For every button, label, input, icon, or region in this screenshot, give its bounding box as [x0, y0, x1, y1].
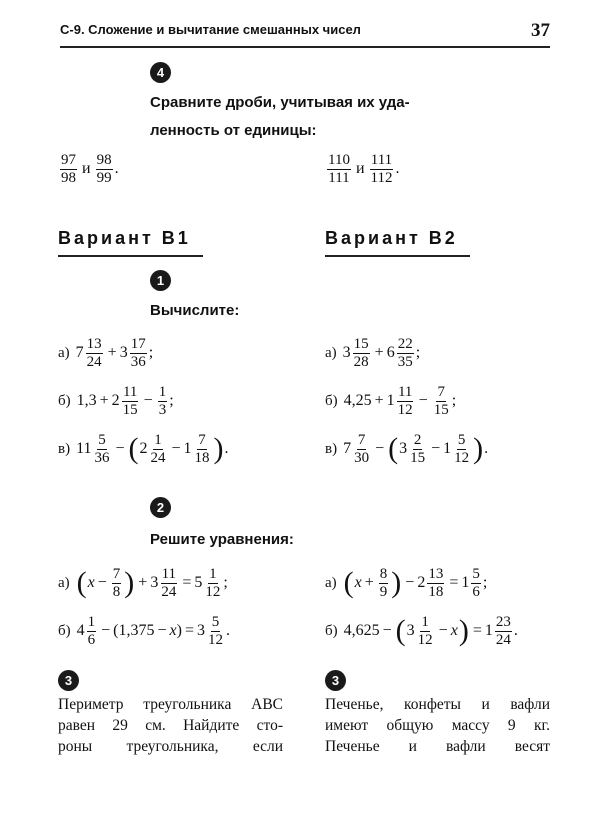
task-4-badge: 4 [150, 62, 171, 83]
task-1-instruction: Вычислите: [150, 302, 240, 319]
variant-b2-heading: Вариант В2 [325, 228, 470, 257]
section-title: С-9. Сложение и вычитание смешанных чисел [60, 22, 361, 37]
page-header [60, 20, 550, 48]
variant-b1-heading: Вариант В1 [58, 228, 203, 257]
fraction: $\frac{7}{8}$ [112, 566, 121, 600]
text-line: Периметр треугольника ABC [58, 696, 283, 713]
b1-task1-a: а) 7 $\frac{13}{24}$ + 3 $\frac{17}{36}$ ; [58, 336, 154, 370]
fraction: $\frac{1}{24}$ [150, 432, 166, 466]
fraction: $\frac{13}{24}$ [86, 336, 102, 370]
b1-task2-b: б) 4 $\frac{1}{6}$ − ( 1,375 − x ) = 3 $\frac{5}{12}$ . [58, 614, 230, 648]
b1-task2-a: а) ( x − $\frac{7}{8}$ ) + 3 $\frac{11}{24}$ = 5 $\frac{1}{12}$ ; [58, 566, 228, 600]
b2-task1-c: в) 7 $\frac{7}{30}$ − ( 3 $\frac{2}{15}$ − 1 $\frac{5}{12}$ ) . [325, 432, 489, 466]
fraction: $\frac{1}{3}$ [158, 384, 167, 418]
b2-task3-text [325, 694, 550, 757]
task-2-badge: 2 [150, 497, 171, 518]
fraction: $\frac{5}{12}$ [208, 614, 223, 648]
b2-task1-a: а) 3 $\frac{15}{28}$ + 6 $\frac{22}{35}$ ; [325, 336, 421, 370]
fraction: $\frac{15}{28}$ [353, 336, 369, 370]
fraction: $\frac{7}{30}$ [354, 432, 370, 466]
fraction: $\frac{11}{24}$ [161, 566, 177, 600]
b2-task1-b: б) 4,25 + 1 $\frac{11}{12}$ − $\frac{7}{15}$ ; [325, 384, 457, 418]
fraction: $\frac{22}{35}$ [397, 336, 413, 370]
b1-task3-text [58, 694, 283, 757]
text-line: имеют общую массу 9 кг. [325, 717, 550, 734]
b2-task2-a: а) ( x + $\frac{8}{9}$ ) − 2 $\frac{13}{18}$ = 1 $\frac{5}{6}$ ; [325, 566, 488, 600]
fraction: $\frac{1}{12}$ [205, 566, 221, 600]
fraction: $\frac{7}{15}$ [433, 384, 449, 418]
fraction: $\frac{5}{6}$ [472, 566, 480, 600]
fraction: $\frac{8}{9}$ [379, 566, 388, 600]
fraction: $\frac{2}{15}$ [410, 432, 426, 466]
fraction: $\frac{23}{24}$ [495, 614, 511, 648]
fraction: $\frac{110}{111}$ [328, 152, 350, 186]
fraction: $\frac{1}{6}$ [87, 614, 96, 648]
fraction: $\frac{13}{18}$ [428, 566, 444, 600]
fraction: $\frac{5}{36}$ [94, 432, 110, 466]
b1-task1-c: в) 11 $\frac{5}{36}$ − ( 2 $\frac{1}{24}$ − 1 $\frac{7}{18}$ ) . [58, 432, 229, 466]
b1-task1-b: б) 1,3 + 2 $\frac{11}{15}$ − $\frac{1}{3}$ ; [58, 384, 174, 418]
fraction: $\frac{7}{18}$ [194, 432, 210, 466]
task-4-left-expression: $\frac{97}{98}$ и $\frac{98}{99}$ . [61, 152, 119, 186]
task-3-badge-b2: 3 [325, 670, 346, 691]
text-line: Печенье и вафли весят [325, 738, 550, 755]
fraction: $\frac{5}{12}$ [454, 432, 470, 466]
fraction: $\frac{1}{12}$ [417, 614, 433, 648]
fraction: $\frac{111}{112}$ [370, 152, 393, 186]
task-3-badge-b1: 3 [58, 670, 79, 691]
fraction: $\frac{17}{36}$ [130, 336, 146, 370]
text-line: равен 29 см. Найдите сто- [58, 717, 283, 734]
fraction: $\frac{11}{12}$ [397, 384, 413, 418]
task-1-badge: 1 [150, 270, 171, 291]
page-number: 37 [531, 20, 550, 41]
task-4-line-1: Сравните дроби, учитывая их уда- [150, 94, 410, 111]
text-line: роны треугольника, если [58, 738, 283, 755]
fraction: $\frac{98}{99}$ [96, 152, 112, 186]
task-2-instruction: Решите уравнения: [150, 531, 294, 548]
task-4-line-2: ленность от единицы: [150, 122, 317, 139]
fraction: $\frac{97}{98}$ [61, 152, 76, 186]
fraction: $\frac{11}{15}$ [122, 384, 138, 418]
b2-task2-b: б) 4,625 − ( 3 $\frac{1}{12}$ − x ) = 1 $\frac{23}{24}$ . [325, 614, 518, 648]
text-line: Печенье, конфеты и вафли [325, 696, 550, 713]
task-4-right-expression: $\frac{110}{111}$ и $\frac{111}{112}$ . [328, 152, 400, 186]
